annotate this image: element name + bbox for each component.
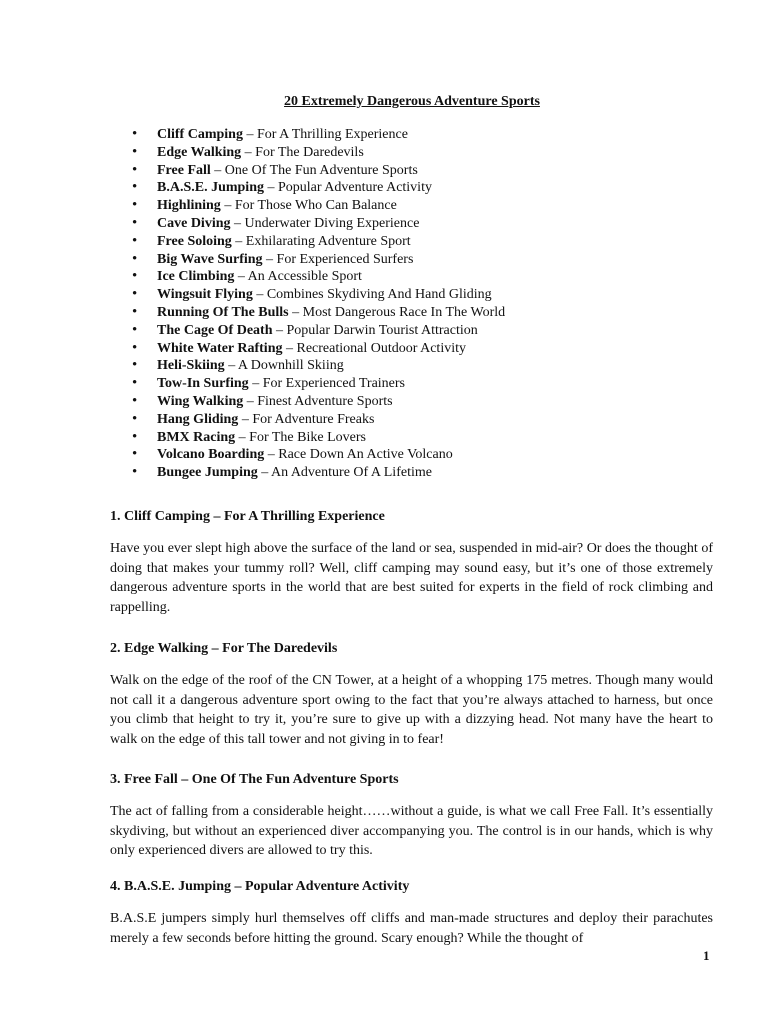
list-item-description: Recreational Outdoor Activity <box>296 340 466 356</box>
list-item-separator: – <box>257 465 271 481</box>
list-item-separator: – <box>235 429 250 445</box>
list-item <box>132 464 505 482</box>
list-item-description: For Experienced Trainers <box>262 376 405 392</box>
list-item-separator: – <box>241 144 256 160</box>
list-item-name: Bungee Jumping <box>157 465 258 481</box>
list-item-separator: – <box>272 322 287 338</box>
list-item-description: For A Thrilling Experience <box>256 127 408 142</box>
list-item-name: White Water Rafting <box>157 340 283 356</box>
section-body: The act of falling from a considerable height……without a guide, is what we call Free Fall. It’s essentially skydiving, but without an experienced diver accompanying you. The control is in our hands, which is why only experienced divers are allowed to try this. <box>110 804 713 858</box>
list-item-description: For The Daredevils <box>255 144 364 160</box>
list-item <box>132 162 505 180</box>
list-item <box>132 286 505 304</box>
list-item <box>132 304 505 322</box>
list-item <box>132 429 505 447</box>
list-item <box>132 233 505 251</box>
list-item-description: One Of The Fun Adventure Sports <box>224 162 418 178</box>
page-number: 1 <box>703 948 710 963</box>
list-item-name: B.A.S.E. Jumping <box>157 180 264 196</box>
list-item-description: Finest Adventure Sports <box>257 393 393 409</box>
section-heading: 4. B.A.S.E. Jumping – Popular Adventure Activity <box>110 879 410 894</box>
list-item-description: Race Down An Active Volcano <box>278 447 453 463</box>
list-item-name: Volcano Boarding <box>157 447 265 463</box>
list-item-separator: – <box>210 162 225 178</box>
list-item-separator: – <box>234 269 248 285</box>
list-item <box>132 268 505 286</box>
list-item-name: Highlining <box>157 198 221 214</box>
list-item-name: Big Wave Surfing <box>157 251 263 267</box>
list-item <box>132 446 505 464</box>
list-item <box>132 251 505 269</box>
list-item-description: A Downhill Skiing <box>237 358 344 374</box>
list-item-description: Popular Adventure Activity <box>277 180 432 196</box>
list-item-separator: – <box>263 180 278 196</box>
list-item-name: Tow-In Surfing <box>157 376 249 392</box>
section-heading: 1. Cliff Camping – For A Thrilling Experience <box>110 509 385 524</box>
list-item <box>132 340 505 358</box>
list-item-separator: – <box>264 447 279 463</box>
list-item-separator: – <box>220 198 235 214</box>
list-item <box>132 411 505 429</box>
section-cliff-camping <box>110 508 713 617</box>
list-item-description: For Adventure Freaks <box>252 411 375 427</box>
list-item-name: Heli-Skiing <box>157 358 225 374</box>
list-item-name: Wing Walking <box>157 393 244 409</box>
list-item-separator: – <box>288 304 303 320</box>
list-item-name: BMX Racing <box>157 429 236 445</box>
section-body: B.A.S.E jumpers simply hurl themselves off cliffs and man-made structures and deploy their parachutes merely a few seconds before hitting the ground. Scary enough? While the thought of <box>110 911 713 946</box>
list-item-name: Edge Walking <box>157 144 242 160</box>
list-item-separator: – <box>231 233 246 249</box>
list-item-name: Free Soloing <box>157 233 232 249</box>
list-item-separator: – <box>252 287 267 303</box>
section-base-jumping <box>110 878 713 948</box>
list-item-name: Ice Climbing <box>157 269 235 285</box>
list-item-description: For The Bike Lovers <box>249 429 366 445</box>
list-item-separator: – <box>224 358 238 374</box>
list-item <box>132 215 505 233</box>
list-item <box>132 375 505 393</box>
list-item-name: Cave Diving <box>157 215 231 231</box>
list-item-description: Exhilarating Adventure Sport <box>245 233 411 249</box>
list-item-description: Popular Darwin Tourist Attraction <box>286 322 478 338</box>
list-item-name: Wingsuit Flying <box>157 287 253 303</box>
list-item <box>132 357 505 375</box>
list-item-name: The Cage Of Death <box>157 322 273 338</box>
sports-list <box>132 126 505 482</box>
list-item <box>132 393 505 411</box>
section-body: Walk on the edge of the roof of the CN Tower, at a height of a whopping 175 metres. Though many would not call it a dangerous adventure sport owing to the fact that you’re always attached to harness, but once you climb that height to try it, you’re sure to give up with a dizzying head. Not many have the heart to walk on the edge of this tall tower and not giving in to fear! <box>110 673 713 747</box>
list-item <box>132 197 505 215</box>
list-item <box>132 179 505 197</box>
list-item-separator: – <box>243 393 258 409</box>
list-item-separator: – <box>248 376 263 392</box>
list-item-name: Hang Gliding <box>157 411 239 427</box>
list-item-separator: – <box>230 215 245 231</box>
document-title: 20 Extremely Dangerous Adventure Sports <box>284 94 540 109</box>
list-item-name: Running Of The Bulls <box>157 304 289 320</box>
list-item-separator: – <box>242 127 257 142</box>
list-item-description: For Experienced Surfers <box>276 251 414 267</box>
list-item-description: Underwater Diving Experience <box>244 215 420 231</box>
list-item-separator: – <box>238 411 253 427</box>
list-item-description: An Adventure Of A Lifetime <box>270 465 432 481</box>
list-item-name: Cliff Camping <box>157 127 243 142</box>
list-item-separator: – <box>282 340 297 356</box>
list-item <box>132 322 505 340</box>
list-item-separator: – <box>262 251 277 267</box>
section-free-fall <box>110 771 713 861</box>
list-item-description: An Accessible Sport <box>247 269 362 285</box>
list-item <box>132 126 505 144</box>
section-heading: 3. Free Fall – One Of The Fun Adventure Sports <box>110 772 399 787</box>
list-item-name: Free Fall <box>157 162 211 178</box>
list-item <box>132 144 505 162</box>
section-edge-walking <box>110 640 713 749</box>
list-item-description: Combines Skydiving And Hand Gliding <box>266 287 492 303</box>
section-heading: 2. Edge Walking – For The Daredevils <box>110 641 338 656</box>
list-item-description: Most Dangerous Race In The World <box>302 304 506 320</box>
section-body: Have you ever slept high above the surface of the land or sea, suspended in mid-air? Or does the thought of doing that makes your tummy roll? Well, cliff camping may sound easy, but it’s one of those extremely dangerous adventure sports in the world that are best suited for experts in the field of rock climbing and rappelling. <box>110 541 713 615</box>
list-item-description: For Those Who Can Balance <box>234 198 397 214</box>
